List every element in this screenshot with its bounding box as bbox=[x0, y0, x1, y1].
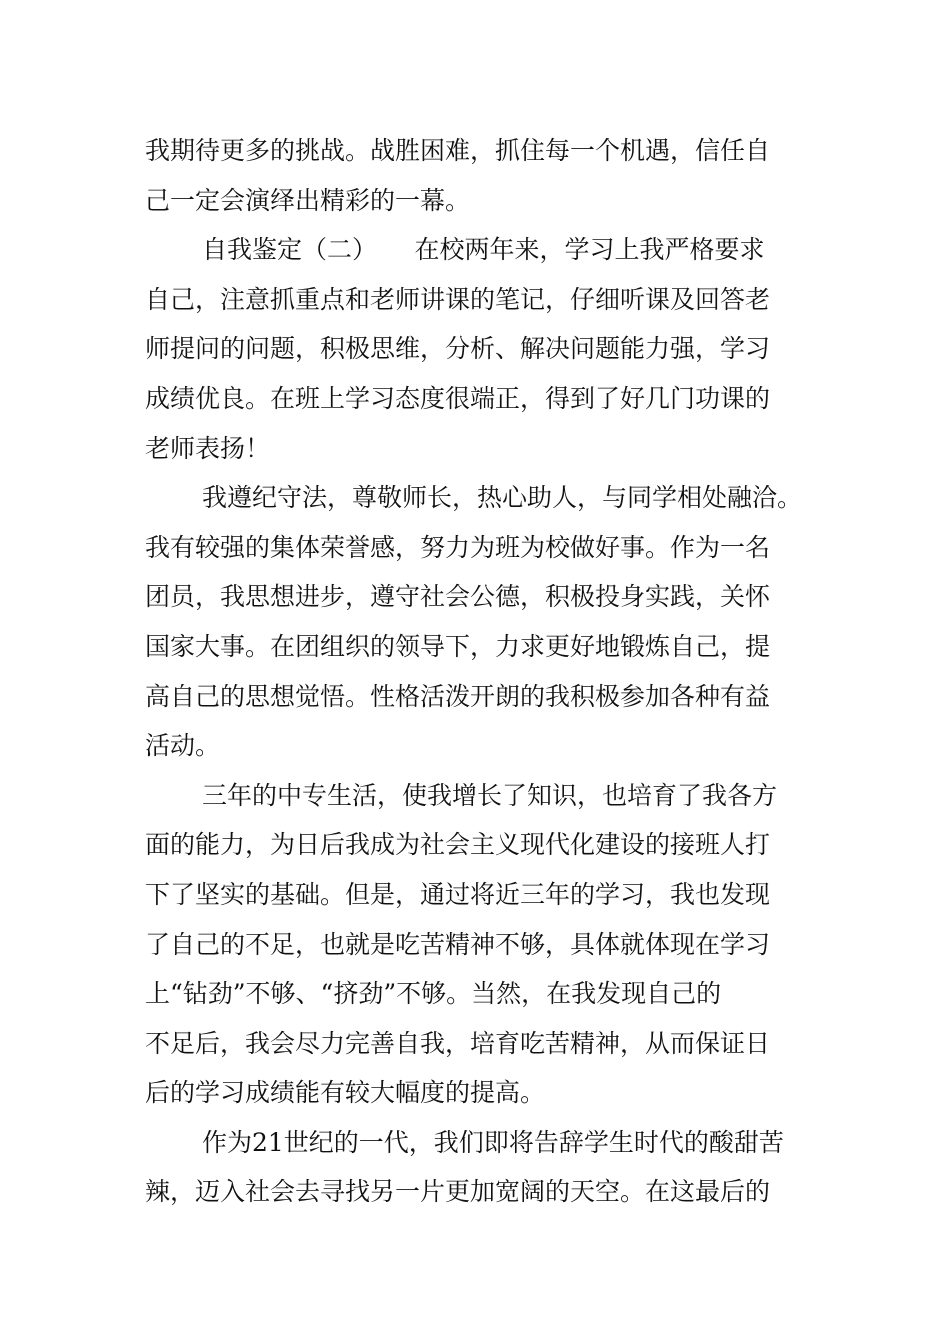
text-line: 三年的中专生活，使我增长了知识，也培育了我各方 bbox=[202, 780, 778, 810]
text-line: 下了坚实的基础。但是，通过将近三年的学习，我也发现 bbox=[145, 879, 771, 909]
text-line: 了自己的不足，也就是吃苦精神不够，具体就体现在学习 bbox=[145, 929, 771, 959]
text-line: 不足后，我会尽力完善自我，培育吃苦精神，从而保证日 bbox=[145, 1028, 771, 1058]
text-line: 团员，我思想进步，遵守社会公德，积极投身实践，关怀 bbox=[145, 582, 771, 612]
text-line: 国家大事。在团组织的领导下，力求更好地锻炼自己，提 bbox=[145, 631, 771, 661]
text-line: 作为21世纪的一代，我们即将告辞学生时代的酸甜苦 bbox=[202, 1127, 784, 1157]
text-line: 我期待更多的挑战。战胜困难，抓住每一个机遇，信任自 bbox=[145, 136, 771, 165]
text-line: 后的学习成绩能有较大幅度的提高。 bbox=[145, 1078, 546, 1108]
document-body bbox=[145, 126, 825, 1217]
text-line: 高自己的思想觉悟。性格活泼开朗的我积极参加各种有益 bbox=[145, 681, 771, 711]
text-line: 我遵纪守法，尊敬师长，热心助人，与同学相处融洽。 bbox=[202, 483, 803, 513]
text-line: 面的能力，为日后我成为社会主义现代化建设的接班人打 bbox=[145, 830, 771, 860]
text-line: 己一定会演绎出精彩的一幕。 bbox=[145, 185, 471, 215]
text-line: 老师表扬！ bbox=[145, 433, 271, 463]
text-line: 自己，注意抓重点和老师讲课的笔记，仔细听课及回答老 bbox=[145, 284, 771, 314]
text-line: 我有较强的集体荣誉感，努力为班为校做好事。作为一名 bbox=[145, 532, 771, 562]
text-line: 成绩优良。在班上学习态度很端正，得到了好几门功课的 bbox=[145, 383, 771, 413]
text-line: 师提问的问题，积极思维，分析、解决问题能力强，学习 bbox=[145, 334, 771, 364]
text-line: 上“钻劲”不够、“挤劲”不够。当然，在我发现自己的 bbox=[145, 979, 722, 1009]
text-line: 自我鉴定（二） 在校两年来，学习上我严格要求 bbox=[202, 235, 765, 265]
text-line: 活动。 bbox=[145, 731, 221, 761]
text-line: 辣，迈入社会去寻找另一片更加宽阔的天空。在这最后的 bbox=[145, 1177, 771, 1207]
